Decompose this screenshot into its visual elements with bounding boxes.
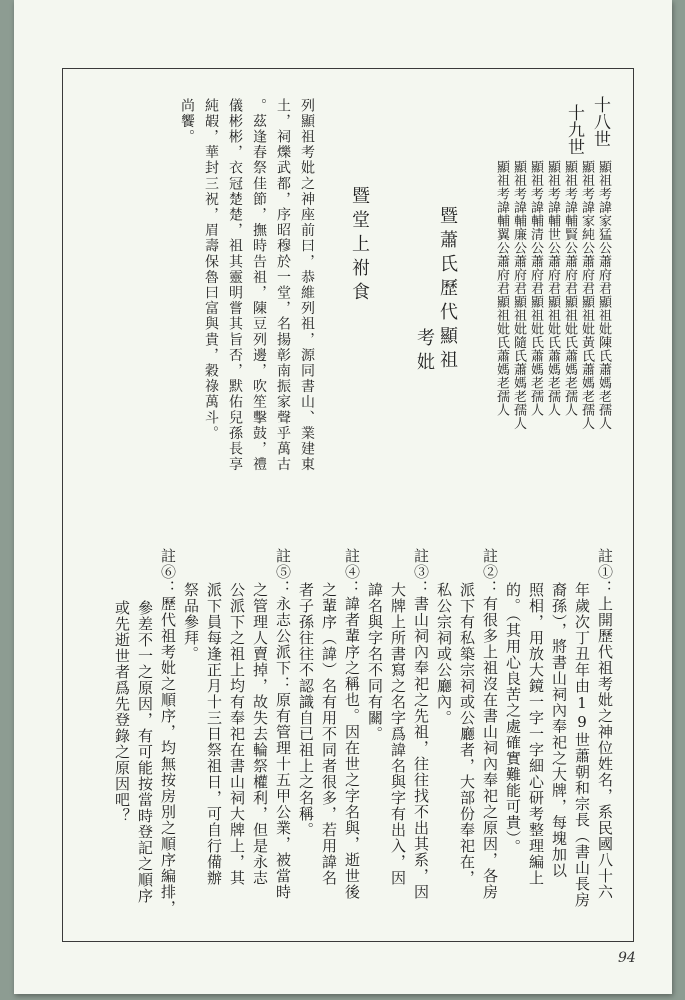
note-1-line-4: 照相，用放大鏡一字一字細心研考整理編上 xyxy=(527,582,545,886)
dedication-line-6: 尚饗。 xyxy=(179,98,195,145)
note-4-line-3: 者子孫往往不認識自已祖上之名稱。 xyxy=(297,582,315,838)
note-6-line-1: 註⑥：歷代祖考妣之順序，均無按房別之順序編排， xyxy=(159,548,177,916)
note-5-line-1: 註⑤：永志公派下：原有管理十五甲公業，被當時 xyxy=(274,548,292,900)
dedication-line-3: 。茲逢春祭佳節，撫時告祖，陳豆列邊，吹笙擊鼓，禮 xyxy=(251,98,267,473)
note-5-line-2: 之管理人賣掉，故失去輪祭權利，但是永志 xyxy=(251,582,269,886)
note-5-line-4: 派下員每逢正月十三日祭祖日，可自行備辦 xyxy=(205,582,223,886)
secondary-heading: 暨堂上祔食 xyxy=(349,186,370,306)
ancestor-entry-3: 顯祖考諱輔賢公蕭府君顯祖妣氏蕭媽老孺人 xyxy=(562,160,577,417)
note-6-line-2: 參差不一之原因，有可能按當時登記之順序 xyxy=(136,600,154,904)
note-3-line-3: 諱名與字名不同有關。 xyxy=(366,582,384,742)
ancestor-entry-2: 顯祖考諱家純公蕭府君顯祖妣黃氏蕭媽老孺人 xyxy=(579,160,594,430)
ancestor-entry-1: 顯祖考諱家猛公蕭府君顯祖妣陳氏蕭媽老孺人 xyxy=(596,160,611,430)
note-4-line-1: 註④：諱者輩序之稱也。因在世之字名與，逝世後 xyxy=(343,548,361,900)
note-3-line-2: 大牌上所書寫之名字爲諱名與字有出入，因 xyxy=(389,582,407,886)
ancestor-entry-5: 顯祖考諱輔清公蕭府君顯祖妣氏蕭媽老孺人 xyxy=(528,160,543,417)
ancestor-entry-6: 顯祖考諱輔廉公蕭府君顯祖妣隨氏蕭媽老孺人 xyxy=(511,160,526,430)
page-number: 94 xyxy=(618,950,636,966)
note-2-line-3: 私公宗祠或公廳內。 xyxy=(435,582,453,726)
dedication-line-5: 純嘏，華封三祝，眉壽保魯曰富與貴，穀祿萬斗。 xyxy=(203,98,219,442)
dedication-line-2: 土，祠爍武都，序昭穆於一堂，名揚彰南振家聲乎萬古 xyxy=(275,98,291,473)
note-2-line-2: 派下有私築宗祠或公廳者，大部份奉祀在， xyxy=(458,582,476,886)
book-page xyxy=(14,0,672,994)
generation-19-label: 十九世 xyxy=(564,104,584,155)
note-2-line-1: 註②：有很多上祖沒在書山祠內奉祀之原因，各房 xyxy=(481,548,499,900)
ancestor-entry-7: 顯祖考諱輔翼公蕭府君顯祖妣氏蕭媽老孺人 xyxy=(494,160,509,417)
section-heading-suffix: 考妣 xyxy=(414,328,435,376)
note-4-line-2: 之輩序（諱）名有用不同者很多，若用諱名 xyxy=(320,582,338,886)
section-heading: 暨蕭氏歷代顯祖 xyxy=(437,206,458,374)
note-3-line-1: 註③：書山祠內奉祀之先祖，往往找不出其系，因 xyxy=(412,548,430,900)
note-1-line-1: 註①：上開歷代祖考妣之神位姓名，系民國八十六 xyxy=(596,548,614,900)
generation-18-label: 十八世 xyxy=(590,96,610,147)
note-6-line-3: 或先逝世者爲先登錄之原因吧？ xyxy=(113,600,131,824)
note-1-line-2: 年歲次丁丑年由19世蕭朝和宗長（書山長房 xyxy=(573,582,591,908)
dedication-line-4: 儀彬彬，衣冠楚楚，祖其靈明嘗其旨否，默佑兒孫長享 xyxy=(227,98,243,473)
ancestor-entry-4: 顯祖考諱輔世公蕭府君顯祖妣氏蕭媽老孺人 xyxy=(545,160,560,417)
note-5-line-5: 祭品參拜。 xyxy=(182,582,200,662)
note-5-line-3: 公派下之祖上均有奉祀在書山祠大牌上，其 xyxy=(228,582,246,886)
note-1-line-5: 的。（其用心良苦之處確實難能可貴）。 xyxy=(504,582,522,855)
note-1-line-3: 裔孫），將書山祠內奉祀之大牌，每塊加以 xyxy=(550,582,568,879)
dedication-line-1: 列顯祖考妣之神座前曰，恭維列祖，源同書山、業建東 xyxy=(299,98,315,473)
